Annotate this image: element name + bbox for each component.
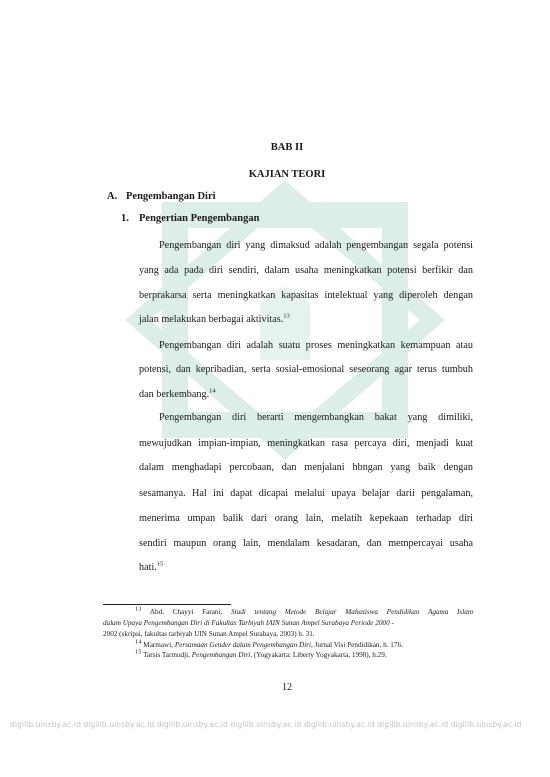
body-line: Pengembangan diri berarti mengembangkan bakat yang dimiliki, xyxy=(159,412,473,423)
body-line: Pengembangan diri adalah suatu proses meningkatkan kemampuan atau xyxy=(159,340,473,351)
section-label: A. xyxy=(107,191,118,202)
section-title: Pengembangan Diri xyxy=(126,191,216,202)
body-line: dalam menghadapi percobaan, dan menjalani hbngan yang baik dengan xyxy=(139,462,473,473)
body-line: mewujudkan impian-impian, meningkatkan rasa percaya diri, menjadi kuat xyxy=(139,438,473,449)
subsection-title: Pengertian Pengembangan xyxy=(139,213,260,224)
body-line: sendiri maupun orang lain, mendalam kesadaran, dan mempercayai usaha xyxy=(139,538,473,549)
body-line: jalan melakukan berbagai aktivitas.$^{13}$ xyxy=(139,312,290,325)
footnote-divider xyxy=(103,604,231,605)
section-heading-a xyxy=(107,191,216,202)
body-line: berprakarsa serta meningkatkan kapasitas intelektual yang diperoleh dengan xyxy=(139,290,473,301)
footnote-13-cont: 2002 (skripsi, fakultas tarbiyah UIN Sunan Ampel Surabaya, 2003) h. 31. xyxy=(103,630,315,638)
chapter-title: KAJIAN TEORI xyxy=(248,169,326,180)
body-line: potensi, dan kepribadian, serta sosial-emosional seseorang agar terus tumbuh xyxy=(139,364,473,375)
body-line: yang ada pada diri sendiri, dalam usaha meningkatkan potensi berfikir dan xyxy=(139,265,473,276)
footnote-ref: 13 xyxy=(283,312,290,320)
page-number: 12 xyxy=(282,682,292,693)
body-line: menerima umpan balik dari orang lain, melatih kepekaan terhadap diri xyxy=(139,513,473,524)
footnote-ref: 15 xyxy=(156,560,164,568)
footnote-ref: 14 xyxy=(209,387,216,395)
footer-watermark: digilib.uinsby.ac.id digilib.uinsby.ac.id digilib.uinsby.ac.id digilib.uinsby.ac.id digilib.uinsby.ac.id digilib.uinsby.ac.id digilib.uinsby.ac.id xyxy=(10,720,522,729)
footnote-13: $^{13}$ Abd. Chayyi Farani, Studi tentang Metode Belajar Mahasiswa Pendidikan Agama Islam xyxy=(135,605,474,616)
chapter-heading: BAB II xyxy=(270,142,304,153)
subsection-label: 1. xyxy=(121,213,129,224)
body-line: sesamanya. Hal ini dapat dicapai melalui upaya belajar darii pengalaman, xyxy=(139,488,473,499)
body-line: dan berkembang.$^{14}$ xyxy=(139,387,216,400)
body-line: hati.$^{15}$ xyxy=(139,560,164,573)
footnote-14: $^{14}$ Marmawi, Persamaan Gender dalam Pengembangan Diri, Jurnal Visi Pendidikan, h. 176. xyxy=(135,638,403,649)
footnote-15: $^{15}$ Tarsis Tarmudji, Pengembangan Diri, (Yogyakarta: Liberty Yogyakarta, 1998), h.29. xyxy=(135,648,387,659)
subsection-heading-1 xyxy=(121,213,259,224)
footnote-13-cont: dalam Upaya Pengembangan Diri di Fakultas Tarbiyah IAIN Sunan Ampel Surabaya Periode 2000 - xyxy=(103,619,394,627)
body-line: Pengembangan diri yang dimaksud adalah pengembangan segala potensi xyxy=(159,240,473,251)
